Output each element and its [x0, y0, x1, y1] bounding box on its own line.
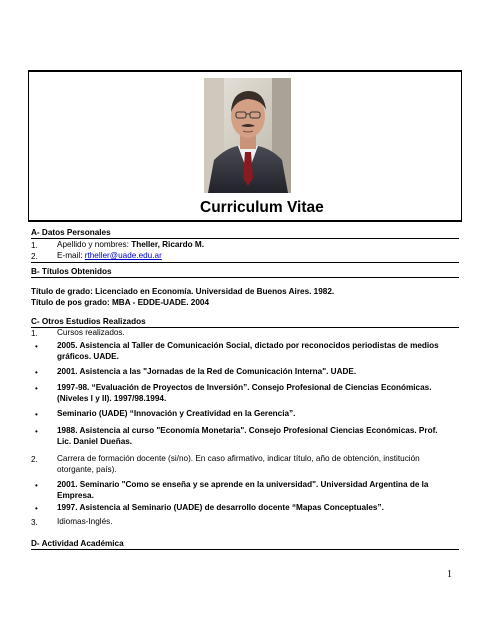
degree-line: Título de grado: Licenciado en Economía. Universidad de Buenos Aires. 1982.: [31, 287, 335, 296]
item-number: 1.: [31, 241, 38, 250]
email-link[interactable]: rtheller@uade.edu.ar: [84, 251, 162, 260]
item-number: 2.: [31, 252, 38, 261]
bullet-icon: •: [35, 427, 38, 436]
portrait-photo: [204, 78, 291, 193]
list-item: 2001. Seminario "Como se enseña y se aprende en la universidad". Universidad Argentina de la: [57, 480, 429, 489]
section-heading-a: A- Datos Personales: [31, 228, 459, 239]
section-heading-d: D- Actividad Académica: [31, 539, 459, 550]
item-number: 1.: [31, 329, 38, 338]
list-item: 1988. Asistencia al curso "Economía Monetaria". Consejo Profesional Ciencias Económicas. Prof.: [57, 426, 438, 435]
teacher-training-line: Carrera de formación docente (si/no). En caso afirmativo, indicar título, año de obtención, institución: [57, 454, 420, 463]
name-value: Theller, Ricardo M.: [131, 240, 204, 249]
list-item: Seminario (UADE) “Innovación y Creatividad en la Gerencia”.: [57, 409, 296, 418]
bullet-icon: •: [35, 410, 38, 419]
section-divider: [31, 262, 459, 263]
page-number: 1: [447, 569, 452, 580]
email-row: [57, 251, 457, 262]
list-item: 1997. Asistencia al Seminario (UADE) de desarrollo docente “Mapas Conceptuales”.: [57, 503, 384, 512]
section-heading-c: C- Otros Estudios Realizados: [31, 317, 459, 328]
list-item: 2005. Asistencia al Taller de Comunicación Social, dictado por reconocidos periodistas de medios: [57, 341, 439, 350]
list-item: 1997-98. “Evaluación de Proyectos de Inversión”. Consejo Profesional de Ciencias Económicas.: [57, 383, 432, 392]
languages-line: Idiomas-Inglés.: [57, 517, 113, 526]
item-number: 3.: [31, 518, 38, 527]
list-item: 2001. Asistencia a las "Jornadas de la Red de Comunicación Interna". UADE.: [57, 367, 357, 376]
item-number: 2.: [31, 455, 38, 464]
bullet-icon: •: [35, 481, 38, 490]
postgrad-line: Título de pos grado: MBA - EDDE-UADE. 2004: [31, 298, 210, 307]
bullet-icon: •: [35, 504, 38, 513]
section-heading-b: B- Títulos Obtenidos: [31, 267, 459, 278]
courses-label: Cursos realizados.: [57, 328, 125, 337]
list-item: gráficos. UADE.: [57, 352, 119, 361]
bullet-icon: •: [35, 384, 38, 393]
page-title: Curriculum Vitae: [200, 199, 324, 216]
list-item: (Niveles I y II). 1997/98.1994.: [57, 394, 167, 403]
portrait-image: [204, 78, 291, 193]
personal-name-row: [57, 240, 457, 251]
bullet-icon: •: [35, 368, 38, 377]
teacher-training-line: otorgante, país).: [57, 465, 117, 474]
list-item: Lic. Daniel Dueñas.: [57, 437, 133, 446]
email-label: E-mail:: [57, 251, 85, 260]
list-item: Empresa.: [57, 491, 94, 500]
name-label: Apellido y nombres:: [57, 240, 132, 249]
bullet-icon: •: [35, 342, 38, 351]
